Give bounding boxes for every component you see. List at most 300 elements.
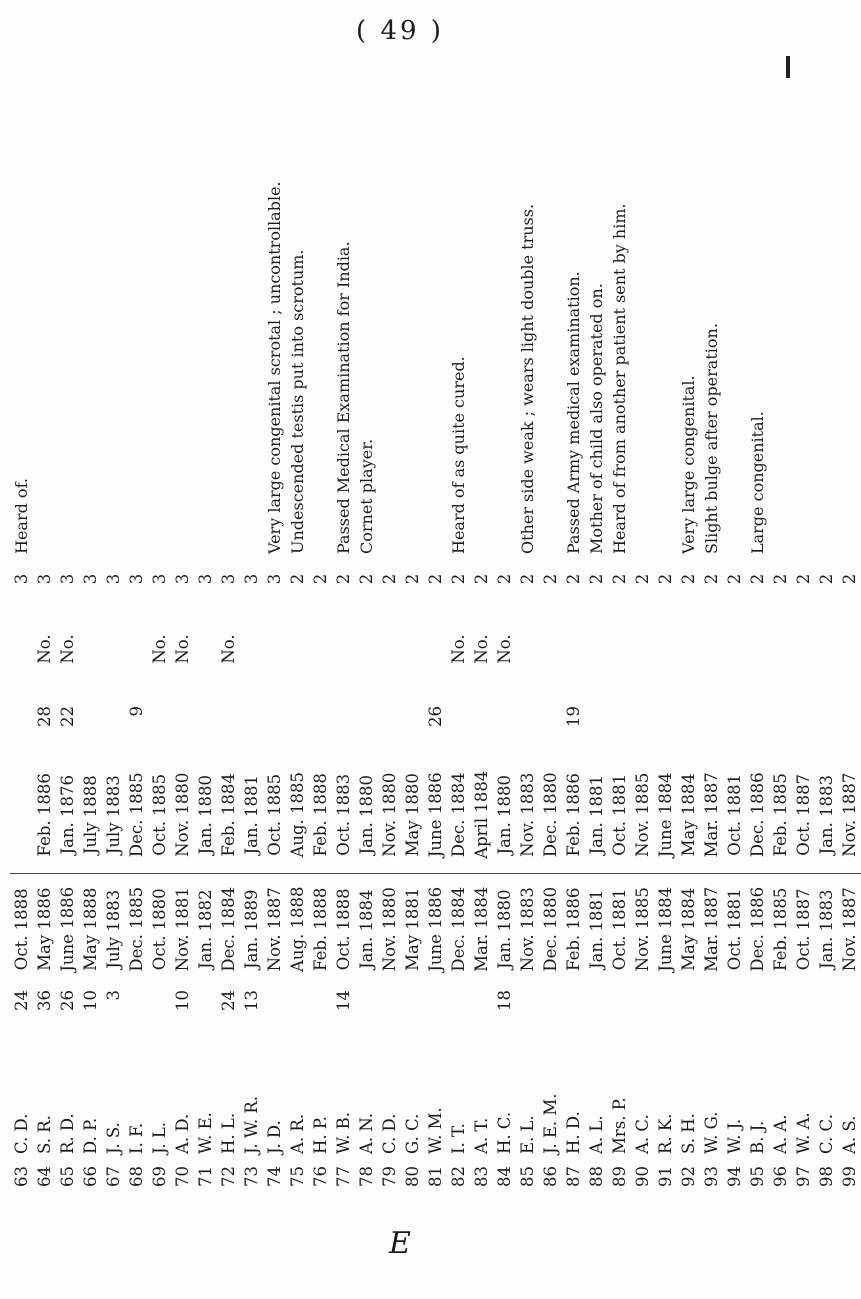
age-at-report: [217, 700, 240, 756]
patient-initials: W. M.: [426, 1107, 445, 1154]
patient-initials: W. J.: [725, 1118, 744, 1154]
report-date: May 1884: [679, 773, 698, 857]
age-at-report: [194, 700, 217, 756]
operation-date: Dec. 1884: [447, 874, 470, 984]
case-number: 91: [656, 1166, 675, 1187]
operation-date: June 1886: [424, 874, 447, 984]
case-number: 80: [403, 1166, 422, 1187]
report-date: Feb. 1884: [219, 773, 238, 857]
remarks: [424, 80, 447, 560]
truss-worn: [286, 598, 309, 700]
case-number: 73: [242, 1166, 261, 1187]
operation-date: Nov. 1887: [838, 874, 861, 984]
age-at-report: [309, 700, 332, 756]
age-at-operation: [631, 984, 654, 1052]
age-at-report: 19: [564, 706, 583, 727]
age-at-operation: [470, 984, 493, 1052]
age-at-report: [102, 700, 125, 756]
remarks: [723, 80, 746, 560]
remarks: [470, 80, 493, 560]
report-date: Oct. 1881: [610, 773, 629, 856]
remarks: [79, 80, 102, 560]
report-date: Nov. 1883: [518, 772, 537, 857]
report-date: Aug. 1885: [288, 771, 307, 858]
patient-initials: W. E.: [196, 1112, 215, 1154]
report-date: Oct. 1885: [150, 773, 169, 856]
patient-initials: E. L.: [518, 1115, 537, 1154]
operation-date: Nov. 1883: [516, 874, 539, 984]
patient-initials: Mrs. P.: [610, 1097, 629, 1154]
operation-date: Jan. 1881: [585, 874, 608, 984]
age-at-report: 26: [426, 706, 445, 727]
report-date: Dec. 1885: [127, 772, 146, 858]
age-at-report: [516, 700, 539, 756]
patient-initials: W. A.: [794, 1112, 813, 1154]
patient-initials: C. D.: [380, 1113, 399, 1154]
table-row: [332, 80, 355, 1220]
side-code: 2: [380, 573, 399, 585]
remarks: Passed Medical Examination for India.: [334, 241, 353, 554]
table-row: [470, 80, 493, 1220]
report-date: Feb. 1886: [564, 773, 583, 857]
report-date: Dec. 1884: [449, 772, 468, 858]
truss-worn: No.: [472, 634, 491, 664]
operation-date: May 1881: [401, 874, 424, 984]
side-code: 2: [426, 573, 445, 585]
case-number: 86: [541, 1166, 560, 1187]
truss-worn: No.: [35, 634, 54, 664]
side-code: 2: [564, 573, 583, 585]
age-at-operation: 3: [104, 990, 123, 1001]
report-date: April 1884: [472, 770, 491, 859]
table-row: [286, 80, 309, 1220]
age-at-operation: [309, 984, 332, 1052]
case-number: 95: [748, 1166, 767, 1187]
operation-date: Mar. 1884: [470, 874, 493, 984]
page-number: ( 49 ): [356, 16, 444, 46]
table-row: [493, 80, 516, 1220]
age-at-operation: [401, 984, 424, 1052]
operation-date: Jan. 1884: [355, 874, 378, 984]
signature-mark: E: [389, 1226, 411, 1261]
side-code: 2: [518, 573, 537, 585]
report-date: Nov. 1887: [840, 772, 859, 857]
age-at-operation: [677, 984, 700, 1052]
truss-worn: No.: [173, 634, 192, 664]
side-code: 3: [127, 573, 146, 585]
age-at-report: [171, 700, 194, 756]
side-code: 3: [265, 573, 284, 585]
patient-initials: A. D.: [173, 1113, 192, 1154]
table-row: [79, 80, 102, 1220]
age-at-operation: [608, 984, 631, 1052]
table-row: [746, 80, 769, 1220]
table-row: [769, 80, 792, 1220]
case-number: 97: [794, 1166, 813, 1187]
side-code: 2: [449, 573, 468, 585]
truss-worn: [631, 598, 654, 700]
case-number: 83: [472, 1166, 491, 1187]
truss-worn: [723, 598, 746, 700]
table-row: [723, 80, 746, 1220]
truss-worn: [608, 598, 631, 700]
truss-worn: [194, 598, 217, 700]
age-at-report: [769, 700, 792, 756]
report-date: Nov. 1880: [173, 772, 192, 857]
side-code: 3: [196, 573, 215, 585]
patient-initials: C. C.: [817, 1114, 836, 1154]
table-row: [585, 80, 608, 1220]
age-at-report: [493, 700, 516, 756]
remarks: Slight bulge after operation.: [702, 323, 721, 554]
report-date: Jan. 1876: [58, 774, 77, 855]
age-at-report: [79, 700, 102, 756]
report-date: Mar. 1887: [702, 772, 721, 858]
remarks: [769, 80, 792, 560]
age-at-operation: [654, 984, 677, 1052]
operation-date: Dec. 1880: [539, 874, 562, 984]
table-row: [539, 80, 562, 1220]
patient-initials: S. R.: [35, 1115, 54, 1154]
operation-date: Nov. 1887: [263, 874, 286, 984]
truss-worn: [263, 598, 286, 700]
remarks: Very large congenital.: [679, 375, 698, 554]
case-number: 82: [449, 1166, 468, 1187]
truss-worn: [769, 598, 792, 700]
report-date: Oct. 1885: [265, 773, 284, 856]
operation-date: Nov. 1885: [631, 874, 654, 984]
side-code: 3: [81, 573, 100, 585]
age-at-operation: [378, 984, 401, 1052]
case-number: 64: [35, 1166, 54, 1187]
age-at-report: [677, 700, 700, 756]
operation-date: Jan. 1880: [493, 874, 516, 984]
table-row: [654, 80, 677, 1220]
rotated-table: [10, 80, 859, 1220]
case-number: 84: [495, 1166, 514, 1187]
age-at-operation: 10: [173, 990, 192, 1011]
case-number: 66: [81, 1166, 100, 1187]
patient-initials: A. L.: [587, 1115, 606, 1154]
age-at-operation: [585, 984, 608, 1052]
report-date: Jan. 1881: [242, 774, 261, 855]
table-row: [102, 80, 125, 1220]
age-at-report: [355, 700, 378, 756]
remarks: [631, 80, 654, 560]
table-row: [424, 80, 447, 1220]
remarks: [838, 80, 861, 560]
side-code: 3: [173, 573, 192, 585]
age-at-operation: [194, 984, 217, 1052]
table-row: [33, 80, 56, 1220]
truss-worn: [677, 598, 700, 700]
truss-worn: [746, 598, 769, 700]
age-at-operation: 13: [242, 990, 261, 1011]
age-at-report: [447, 700, 470, 756]
remarks: [33, 80, 56, 560]
age-at-operation: [723, 984, 746, 1052]
rotated-table-frame: [10, 80, 859, 1220]
side-code: 3: [58, 573, 77, 585]
patient-initials: J. W. R.: [242, 1095, 261, 1154]
table-row: [194, 80, 217, 1220]
report-date: Feb. 1885: [771, 773, 790, 857]
age-at-report: [539, 700, 562, 756]
age-at-operation: [539, 984, 562, 1052]
case-number: 74: [265, 1166, 284, 1187]
truss-worn: [815, 598, 838, 700]
truss-worn: [585, 598, 608, 700]
case-number: 92: [679, 1166, 698, 1187]
table-row: [838, 80, 861, 1220]
operation-date: Feb. 1886: [562, 874, 585, 984]
patient-initials: A. N.: [357, 1112, 376, 1154]
truss-worn: [700, 598, 723, 700]
side-code: 2: [472, 573, 491, 585]
remarks: [654, 80, 677, 560]
age-at-report: [401, 700, 424, 756]
side-code: 3: [12, 573, 31, 585]
report-date: Dec. 1880: [541, 772, 560, 858]
report-date: Jan. 1883: [817, 774, 836, 855]
remarks: [102, 80, 125, 560]
age-at-operation: [769, 984, 792, 1052]
report-date: Feb. 1886: [35, 773, 54, 857]
case-number: 90: [633, 1166, 652, 1187]
age-at-operation: [355, 984, 378, 1052]
operation-date: Oct. 1888: [332, 874, 355, 984]
case-number: 70: [173, 1166, 192, 1187]
side-code: 3: [219, 573, 238, 585]
side-code: 2: [656, 573, 675, 585]
remarks: [171, 80, 194, 560]
patient-initials: R. D.: [58, 1113, 77, 1154]
report-date: May 1880: [403, 773, 422, 857]
patient-initials: H. L.: [219, 1112, 238, 1154]
remarks: Heard of as quite cured.: [449, 356, 468, 554]
operation-date: Feb. 1888: [309, 874, 332, 984]
truss-worn: [125, 598, 148, 700]
age-at-report: [700, 700, 723, 756]
truss-worn: No.: [495, 634, 514, 664]
truss-worn: [792, 598, 815, 700]
remarks: Heard of from another patient sent by him.: [610, 203, 629, 554]
operation-date: Nov. 1880: [378, 874, 401, 984]
table-row: [171, 80, 194, 1220]
patient-initials: I. T.: [449, 1123, 468, 1154]
side-code: 2: [702, 573, 721, 585]
report-date: [10, 756, 33, 874]
patient-initials: A. S.: [840, 1115, 859, 1154]
case-number: 89: [610, 1166, 629, 1187]
table-row: [562, 80, 585, 1220]
table-row: [56, 80, 79, 1220]
age-at-report: [838, 700, 861, 756]
side-code: 3: [242, 573, 261, 585]
truss-worn: [516, 598, 539, 700]
patient-initials: I. F.: [127, 1122, 146, 1154]
table-row: [700, 80, 723, 1220]
table-row: [631, 80, 654, 1220]
age-at-operation: [424, 984, 447, 1052]
patient-initials: A. T.: [472, 1117, 491, 1154]
remarks: [125, 80, 148, 560]
patient-initials: H. D.: [564, 1111, 583, 1154]
table-row: [148, 80, 171, 1220]
age-at-operation: 24: [12, 990, 31, 1011]
case-number: 98: [817, 1166, 836, 1187]
case-number: 93: [702, 1166, 721, 1187]
case-number: 71: [196, 1166, 215, 1187]
truss-worn: [838, 598, 861, 700]
remarks: Passed Army medical examination.: [564, 271, 583, 554]
table-row: [309, 80, 332, 1220]
side-code: 2: [748, 573, 767, 585]
age-at-report: [378, 700, 401, 756]
side-code: 2: [495, 573, 514, 585]
side-code: 2: [288, 573, 307, 585]
report-date: Jan. 1880: [495, 774, 514, 855]
age-at-report: [723, 700, 746, 756]
case-number: 81: [426, 1166, 445, 1187]
case-number: 76: [311, 1166, 330, 1187]
case-number: 99: [840, 1166, 859, 1187]
report-date: June 1884: [656, 772, 675, 858]
side-code: 2: [541, 573, 560, 585]
age-at-report: [470, 700, 493, 756]
side-code: 2: [679, 573, 698, 585]
table-row: [378, 80, 401, 1220]
age-at-operation: [746, 984, 769, 1052]
table-row: [217, 80, 240, 1220]
case-number: 68: [127, 1166, 146, 1187]
age-at-operation: 14: [334, 990, 353, 1011]
gutter-mark: [786, 56, 790, 78]
remarks: [309, 80, 332, 560]
table-row: [401, 80, 424, 1220]
age-at-report: [815, 700, 838, 756]
patient-initials: D. P.: [81, 1117, 100, 1154]
remarks: [493, 80, 516, 560]
side-code: 2: [725, 573, 744, 585]
remarks: [194, 80, 217, 560]
report-date: July 1888: [81, 775, 100, 855]
age-at-operation: [815, 984, 838, 1052]
case-number: 77: [334, 1166, 353, 1187]
patient-initials: J. D.: [265, 1120, 284, 1154]
operation-date: May 1884: [677, 874, 700, 984]
age-at-operation: 18: [495, 990, 514, 1011]
age-at-report: [286, 700, 309, 756]
case-number: 79: [380, 1166, 399, 1187]
remarks: Heard of.: [12, 477, 31, 554]
operation-date: Jan. 1882: [194, 874, 217, 984]
operation-date: May 1886: [33, 874, 56, 984]
truss-worn: [309, 598, 332, 700]
side-code: 2: [334, 573, 353, 585]
operation-date: Oct. 1881: [608, 874, 631, 984]
age-at-report: 9: [127, 706, 146, 717]
truss-worn: No.: [150, 634, 169, 664]
age-at-operation: 26: [58, 990, 77, 1011]
truss-worn: [539, 598, 562, 700]
remarks: [539, 80, 562, 560]
case-number: 85: [518, 1166, 537, 1187]
patient-initials: A. A.: [771, 1114, 790, 1154]
remarks: [148, 80, 171, 560]
table-row: [263, 80, 286, 1220]
age-at-operation: [562, 984, 585, 1052]
age-at-report: [608, 700, 631, 756]
operation-date: Oct. 1888: [10, 874, 33, 984]
case-number: 96: [771, 1166, 790, 1187]
report-date: July 1883: [104, 775, 123, 855]
table-row: [608, 80, 631, 1220]
side-code: 3: [104, 573, 123, 585]
report-date: Oct. 1887: [794, 773, 813, 856]
age-at-operation: [700, 984, 723, 1052]
remarks: [240, 80, 263, 560]
operation-date: June 1884: [654, 874, 677, 984]
truss-worn: [102, 598, 125, 700]
case-number: 94: [725, 1166, 744, 1187]
side-code: 2: [840, 573, 859, 585]
side-code: 2: [633, 573, 652, 585]
side-code: 2: [794, 573, 813, 585]
side-code: 3: [35, 573, 54, 585]
age-at-report: [746, 700, 769, 756]
side-code: 2: [610, 573, 629, 585]
age-at-operation: 36: [35, 990, 54, 1011]
case-number: 67: [104, 1166, 123, 1187]
side-code: 3: [150, 573, 169, 585]
truss-worn: No.: [219, 634, 238, 664]
operation-date: Feb. 1885: [769, 874, 792, 984]
remarks: [378, 80, 401, 560]
report-date: Jan. 1880: [196, 774, 215, 855]
report-date: Dec. 1886: [748, 772, 767, 858]
patient-initials: C. D.: [12, 1113, 31, 1154]
side-code: 2: [771, 573, 790, 585]
truss-worn: [378, 598, 401, 700]
table-row: [447, 80, 470, 1220]
patient-initials: J. E. M.: [541, 1093, 560, 1154]
remarks: [217, 80, 240, 560]
age-at-operation: [263, 984, 286, 1052]
side-code: 2: [817, 573, 836, 585]
patient-initials: H. P.: [311, 1116, 330, 1154]
age-at-report: [148, 700, 171, 756]
age-at-operation: 10: [81, 990, 100, 1011]
side-code: 2: [311, 573, 330, 585]
patient-initials: S. H.: [679, 1113, 698, 1154]
remarks: Other side weak ; wears light double truss.: [518, 203, 537, 554]
age-at-report: [631, 700, 654, 756]
operation-date: Aug. 1888: [286, 874, 309, 984]
remarks: Undescended testis put into scrotum.: [288, 249, 307, 554]
report-date: Oct. 1881: [725, 773, 744, 856]
case-number: 65: [58, 1166, 77, 1187]
table-row: [677, 80, 700, 1220]
truss-worn: No.: [449, 634, 468, 664]
truss-worn: [562, 598, 585, 700]
case-number: 69: [150, 1166, 169, 1187]
truss-worn: [355, 598, 378, 700]
case-table: [10, 80, 861, 1221]
age-at-operation: [516, 984, 539, 1052]
table-row: [792, 80, 815, 1220]
report-date: Nov. 1880: [380, 772, 399, 857]
